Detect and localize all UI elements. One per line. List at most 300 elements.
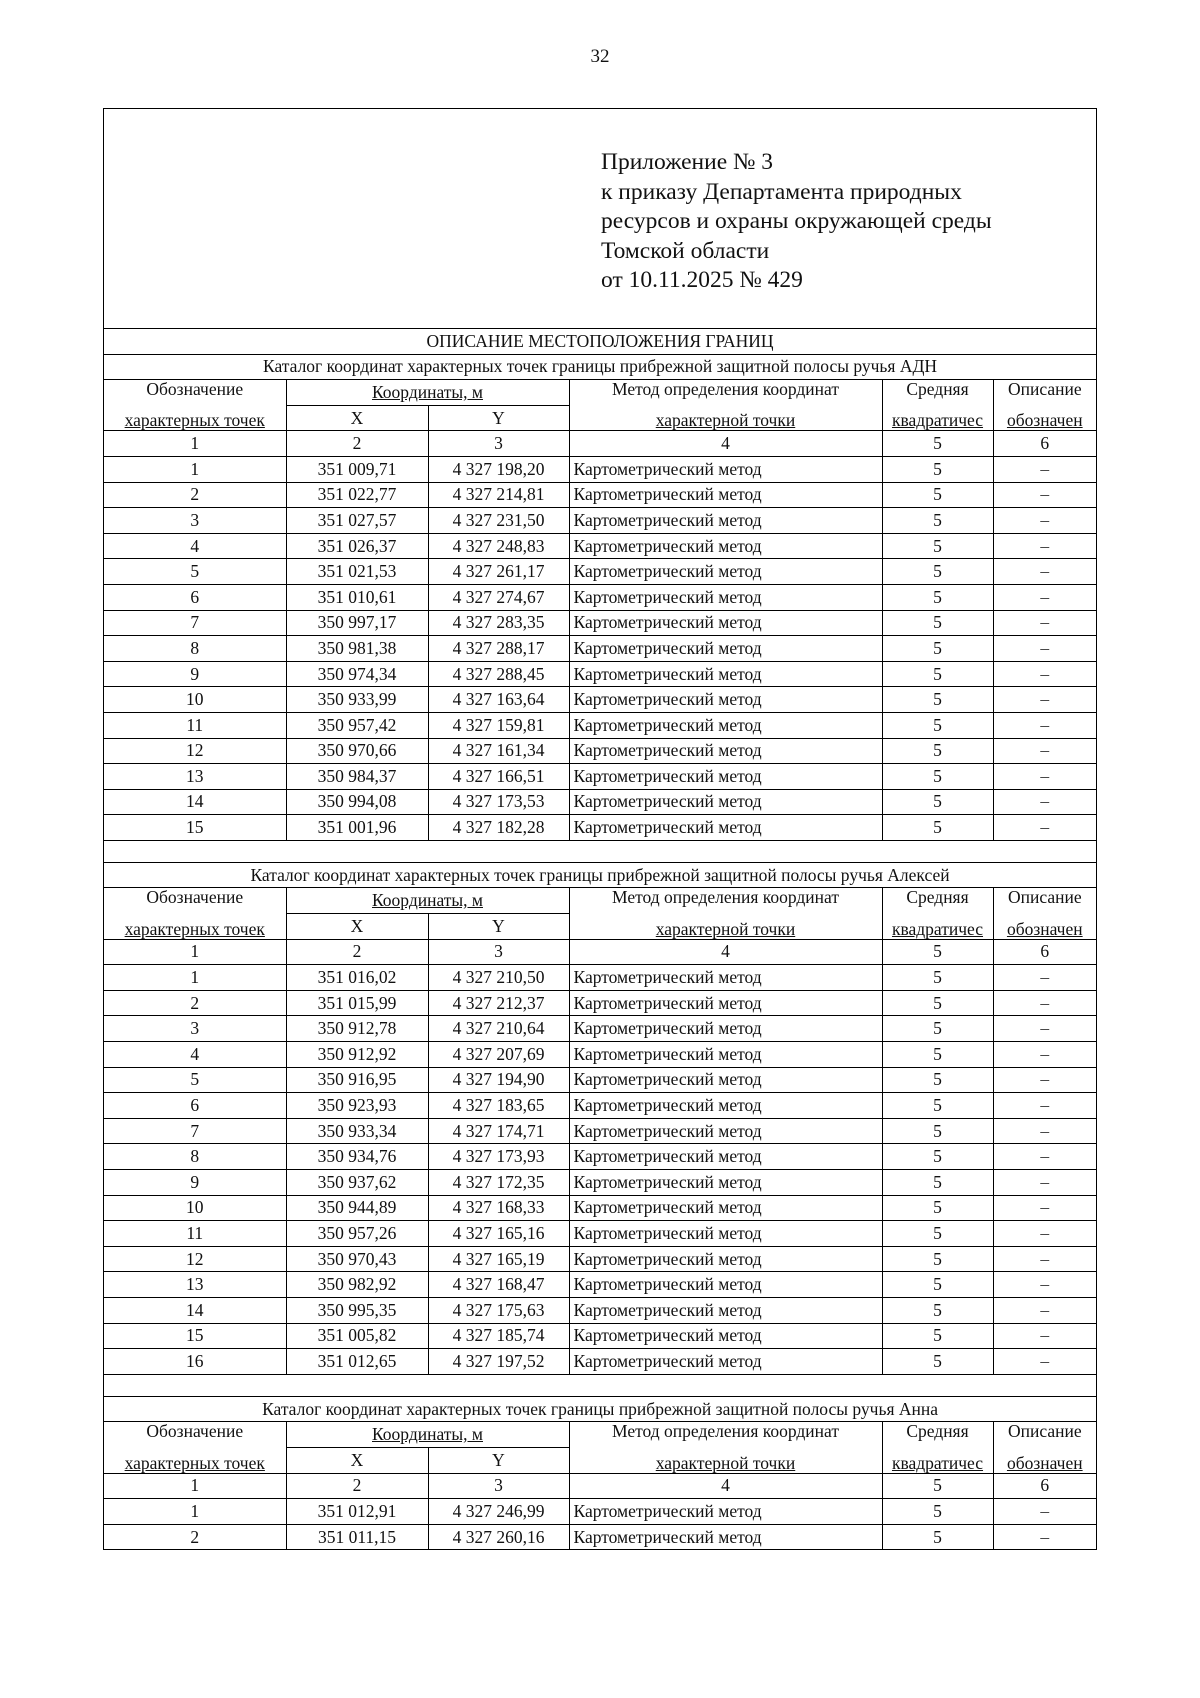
col-x-header: X <box>286 1447 428 1473</box>
header-line: Томской области <box>601 237 770 264</box>
method: Картометрический метод <box>569 990 882 1016</box>
description: – <box>993 610 1096 636</box>
coord-x: 351 015,99 <box>286 990 428 1016</box>
coord-x: 351 026,37 <box>286 533 428 559</box>
column-numbers-row <box>104 939 1096 965</box>
table-row <box>104 1524 1096 1550</box>
table-row <box>104 456 1096 482</box>
col-accuracy-header-bottom: квадратичес <box>882 1447 993 1473</box>
table-row <box>104 1170 1096 1196</box>
col-description-header-bottom: обозначен <box>993 914 1096 940</box>
coord-x: 350 933,99 <box>286 687 428 713</box>
method: Картометрический метод <box>569 1323 882 1349</box>
point-number: 15 <box>104 1323 286 1349</box>
accuracy: 5 <box>882 610 993 636</box>
point-number: 3 <box>104 1016 286 1042</box>
table-row <box>104 482 1096 508</box>
accuracy: 5 <box>882 712 993 738</box>
header-line: ресурсов и охраны окружающей среды <box>601 208 992 234</box>
table-row <box>104 584 1096 610</box>
table-row <box>104 789 1096 815</box>
method: Картометрический метод <box>569 1016 882 1042</box>
coord-x: 351 022,77 <box>286 482 428 508</box>
point-number: 10 <box>104 687 286 713</box>
column-number: 5 <box>882 1473 993 1499</box>
header-line: к приказу Департамента природных <box>601 178 962 205</box>
table-row <box>104 1272 1096 1298</box>
description: – <box>993 1170 1096 1196</box>
table-row <box>104 1221 1096 1247</box>
column-number: 2 <box>286 1473 428 1499</box>
coord-x: 350 944,89 <box>286 1195 428 1221</box>
col-point-header-top: Обозначение <box>104 888 286 914</box>
col-coordinates-header: Координаты, м <box>286 380 569 406</box>
col-description-header-top: Описание <box>993 380 1096 406</box>
table-row <box>104 1016 1096 1042</box>
table-row <box>104 636 1096 662</box>
col-point-header-bottom: характерных точек <box>104 1447 286 1473</box>
method: Картометрический метод <box>569 1524 882 1550</box>
coord-y: 4 327 248,83 <box>428 533 569 559</box>
table-row <box>104 610 1096 636</box>
col-description-header-bottom: обозначен <box>993 405 1096 431</box>
page-number: 32 <box>590 46 610 67</box>
coord-y: 4 327 168,47 <box>428 1272 569 1298</box>
point-number: 14 <box>104 789 286 815</box>
accuracy: 5 <box>882 1272 993 1298</box>
coordinates-table-body <box>104 329 1096 1550</box>
column-numbers-row <box>104 431 1096 457</box>
coord-x: 350 923,93 <box>286 1093 428 1119</box>
column-number: 1 <box>104 939 286 965</box>
table-row <box>104 661 1096 687</box>
description: – <box>993 584 1096 610</box>
coord-x: 350 981,38 <box>286 636 428 662</box>
method: Картометрический метод <box>569 1349 882 1375</box>
coord-y: 4 327 168,33 <box>428 1195 569 1221</box>
description: – <box>993 1349 1096 1375</box>
column-header-row-top <box>104 380 1096 406</box>
col-accuracy-header-top: Средняя <box>882 380 993 406</box>
point-number: 11 <box>104 712 286 738</box>
coord-y: 4 327 288,17 <box>428 636 569 662</box>
coord-y: 4 327 185,74 <box>428 1323 569 1349</box>
coord-y: 4 327 214,81 <box>428 482 569 508</box>
description: – <box>993 1093 1096 1119</box>
table-row <box>104 815 1096 841</box>
table-row <box>104 508 1096 534</box>
point-number: 1 <box>104 965 286 991</box>
table-row <box>104 1144 1096 1170</box>
table-row <box>104 1042 1096 1068</box>
point-number: 11 <box>104 1221 286 1247</box>
method: Картометрический метод <box>569 661 882 687</box>
coord-y: 4 327 172,35 <box>428 1170 569 1196</box>
coord-x: 350 934,76 <box>286 1144 428 1170</box>
method: Картометрический метод <box>569 764 882 790</box>
col-method-header-bottom: характерной точки <box>569 914 882 940</box>
description: – <box>993 965 1096 991</box>
coord-y: 4 327 198,20 <box>428 456 569 482</box>
point-number: 5 <box>104 1067 286 1093</box>
accuracy: 5 <box>882 815 993 841</box>
method: Картометрический метод <box>569 712 882 738</box>
coord-y: 4 327 197,52 <box>428 1349 569 1375</box>
column-header-row-bottom <box>104 914 1096 940</box>
description: – <box>993 456 1096 482</box>
accuracy: 5 <box>882 687 993 713</box>
coord-y: 4 327 173,53 <box>428 789 569 815</box>
column-number: 1 <box>104 431 286 457</box>
main-title-row <box>104 329 1096 355</box>
accuracy: 5 <box>882 559 993 585</box>
accuracy: 5 <box>882 533 993 559</box>
column-header-row-top <box>104 888 1096 914</box>
section-spacer <box>104 1374 1096 1396</box>
col-method-header-top: Метод определения координат <box>569 888 882 914</box>
method: Картометрический метод <box>569 533 882 559</box>
table-row <box>104 965 1096 991</box>
coord-y: 4 327 183,65 <box>428 1093 569 1119</box>
col-method-header-bottom: характерной точки <box>569 405 882 431</box>
column-number: 2 <box>286 431 428 457</box>
coord-x: 351 012,65 <box>286 1349 428 1375</box>
appendix-header-text <box>601 148 992 296</box>
coord-y: 4 327 173,93 <box>428 1144 569 1170</box>
coord-y: 4 327 261,17 <box>428 559 569 585</box>
column-number: 1 <box>104 1473 286 1499</box>
method: Картометрический метод <box>569 1221 882 1247</box>
method: Картометрический метод <box>569 1272 882 1298</box>
point-number: 16 <box>104 1349 286 1375</box>
coord-x: 350 982,92 <box>286 1272 428 1298</box>
point-number: 13 <box>104 1272 286 1298</box>
coord-y: 4 327 165,16 <box>428 1221 569 1247</box>
accuracy: 5 <box>882 1499 993 1525</box>
column-number: 6 <box>993 939 1096 965</box>
coord-x: 350 933,34 <box>286 1118 428 1144</box>
point-number: 15 <box>104 815 286 841</box>
accuracy: 5 <box>882 1195 993 1221</box>
coord-x: 350 995,35 <box>286 1297 428 1323</box>
description: – <box>993 1323 1096 1349</box>
method: Картометрический метод <box>569 1170 882 1196</box>
method: Картометрический метод <box>569 1042 882 1068</box>
coord-x: 351 021,53 <box>286 559 428 585</box>
table-row <box>104 687 1096 713</box>
point-number: 13 <box>104 764 286 790</box>
description: – <box>993 1246 1096 1272</box>
col-description-header-top: Описание <box>993 888 1096 914</box>
method: Картометрический метод <box>569 610 882 636</box>
accuracy: 5 <box>882 1118 993 1144</box>
accuracy: 5 <box>882 584 993 610</box>
point-number: 5 <box>104 559 286 585</box>
col-accuracy-header-bottom: квадратичес <box>882 914 993 940</box>
description: – <box>993 661 1096 687</box>
col-point-header-top: Обозначение <box>104 1422 286 1448</box>
column-number: 5 <box>882 431 993 457</box>
point-number: 14 <box>104 1297 286 1323</box>
col-accuracy-header-bottom: квадратичес <box>882 405 993 431</box>
description: – <box>993 1016 1096 1042</box>
coord-x: 350 997,17 <box>286 610 428 636</box>
section-spacer-row <box>104 1374 1096 1396</box>
coord-y: 4 327 174,71 <box>428 1118 569 1144</box>
table-row <box>104 1195 1096 1221</box>
coord-y: 4 327 163,64 <box>428 687 569 713</box>
method: Картометрический метод <box>569 815 882 841</box>
section-title: Каталог координат характерных точек границы прибрежной защитной полосы ручья Анна <box>104 1396 1096 1422</box>
accuracy: 5 <box>882 1042 993 1068</box>
accuracy: 5 <box>882 965 993 991</box>
description: – <box>993 815 1096 841</box>
table-row <box>104 1067 1096 1093</box>
col-description-header-bottom: обозначен <box>993 1447 1096 1473</box>
description: – <box>993 559 1096 585</box>
table-row <box>104 1118 1096 1144</box>
accuracy: 5 <box>882 1093 993 1119</box>
coord-x: 350 974,34 <box>286 661 428 687</box>
accuracy: 5 <box>882 1323 993 1349</box>
header-line: от 10.11.2025 № 429 <box>601 267 803 293</box>
point-number: 2 <box>104 1524 286 1550</box>
description: – <box>993 1118 1096 1144</box>
main-title: ОПИСАНИЕ МЕСТОПОЛОЖЕНИЯ ГРАНИЦ <box>104 329 1096 355</box>
coord-y: 4 327 175,63 <box>428 1297 569 1323</box>
table-row <box>104 1323 1096 1349</box>
description: – <box>993 1067 1096 1093</box>
coord-y: 4 327 165,19 <box>428 1246 569 1272</box>
point-number: 4 <box>104 533 286 559</box>
method: Картометрический метод <box>569 559 882 585</box>
accuracy: 5 <box>882 990 993 1016</box>
description: – <box>993 990 1096 1016</box>
column-number: 6 <box>993 1473 1096 1499</box>
description: – <box>993 1221 1096 1247</box>
point-number: 12 <box>104 1246 286 1272</box>
method: Картометрический метод <box>569 687 882 713</box>
col-coordinates-header: Координаты, м <box>286 1422 569 1448</box>
accuracy: 5 <box>882 508 993 534</box>
col-point-header-bottom: характерных точек <box>104 405 286 431</box>
table-row <box>104 764 1096 790</box>
table-row <box>104 1093 1096 1119</box>
method: Картометрический метод <box>569 1297 882 1323</box>
accuracy: 5 <box>882 789 993 815</box>
description: – <box>993 1272 1096 1298</box>
accuracy: 5 <box>882 738 993 764</box>
table-row <box>104 738 1096 764</box>
coord-y: 4 327 260,16 <box>428 1524 569 1550</box>
col-method-header-top: Метод определения координат <box>569 380 882 406</box>
point-number: 6 <box>104 1093 286 1119</box>
section-title-row <box>104 1396 1096 1422</box>
section-spacer <box>104 840 1096 862</box>
coordinates-table <box>104 328 1096 1550</box>
col-accuracy-header-top: Средняя <box>882 1422 993 1448</box>
column-number: 3 <box>428 1473 569 1499</box>
coord-x: 351 027,57 <box>286 508 428 534</box>
coord-x: 351 010,61 <box>286 584 428 610</box>
col-point-header-top: Обозначение <box>104 380 286 406</box>
method: Картометрический метод <box>569 738 882 764</box>
description: – <box>993 1297 1096 1323</box>
coord-y: 4 327 274,67 <box>428 584 569 610</box>
point-number: 7 <box>104 610 286 636</box>
description: – <box>993 1499 1096 1525</box>
coord-x: 350 984,37 <box>286 764 428 790</box>
coord-x: 351 001,96 <box>286 815 428 841</box>
coord-y: 4 327 166,51 <box>428 764 569 790</box>
description: – <box>993 789 1096 815</box>
description: – <box>993 738 1096 764</box>
col-description-header-top: Описание <box>993 1422 1096 1448</box>
coord-y: 4 327 246,99 <box>428 1499 569 1525</box>
accuracy: 5 <box>882 1144 993 1170</box>
table-row <box>104 990 1096 1016</box>
coord-x: 351 012,91 <box>286 1499 428 1525</box>
column-number: 4 <box>569 939 882 965</box>
column-number: 4 <box>569 431 882 457</box>
table-row <box>104 1246 1096 1272</box>
point-number: 10 <box>104 1195 286 1221</box>
coord-y: 4 327 161,34 <box>428 738 569 764</box>
table-row <box>104 1499 1096 1525</box>
method: Картометрический метод <box>569 1246 882 1272</box>
coord-x: 350 957,42 <box>286 712 428 738</box>
point-number: 9 <box>104 1170 286 1196</box>
accuracy: 5 <box>882 1524 993 1550</box>
method: Картометрический метод <box>569 584 882 610</box>
section-title-row <box>104 862 1096 888</box>
method: Картометрический метод <box>569 456 882 482</box>
col-y-header: Y <box>428 405 569 431</box>
column-number: 2 <box>286 939 428 965</box>
accuracy: 5 <box>882 1016 993 1042</box>
point-number: 12 <box>104 738 286 764</box>
description: – <box>993 1042 1096 1068</box>
column-number: 4 <box>569 1473 882 1499</box>
accuracy: 5 <box>882 1221 993 1247</box>
table-row <box>104 559 1096 585</box>
table-row <box>104 533 1096 559</box>
col-accuracy-header-top: Средняя <box>882 888 993 914</box>
method: Картометрический метод <box>569 1093 882 1119</box>
coord-x: 350 994,08 <box>286 789 428 815</box>
coord-x: 351 016,02 <box>286 965 428 991</box>
section-title-row <box>104 354 1096 380</box>
point-number: 9 <box>104 661 286 687</box>
coord-y: 4 327 283,35 <box>428 610 569 636</box>
column-number: 3 <box>428 431 569 457</box>
appendix-header <box>104 109 1096 328</box>
accuracy: 5 <box>882 1170 993 1196</box>
description: – <box>993 687 1096 713</box>
table-row <box>104 1297 1096 1323</box>
column-header-row-top <box>104 1422 1096 1448</box>
coord-x: 350 970,43 <box>286 1246 428 1272</box>
column-number: 3 <box>428 939 569 965</box>
point-number: 8 <box>104 1144 286 1170</box>
coord-x: 350 957,26 <box>286 1221 428 1247</box>
coord-x: 350 912,92 <box>286 1042 428 1068</box>
description: – <box>993 764 1096 790</box>
method: Картометрический метод <box>569 1499 882 1525</box>
coord-x: 351 005,82 <box>286 1323 428 1349</box>
header-line: Приложение № 3 <box>601 149 774 175</box>
accuracy: 5 <box>882 482 993 508</box>
description: – <box>993 636 1096 662</box>
coord-x: 351 011,15 <box>286 1524 428 1550</box>
coord-y: 4 327 210,64 <box>428 1016 569 1042</box>
coord-x: 350 937,62 <box>286 1170 428 1196</box>
table-row <box>104 1349 1096 1375</box>
method: Картометрический метод <box>569 636 882 662</box>
accuracy: 5 <box>882 1349 993 1375</box>
point-number: 1 <box>104 1499 286 1525</box>
section-title: Каталог координат характерных точек границы прибрежной защитной полосы ручья Алексей <box>104 862 1096 888</box>
column-header-row-bottom <box>104 405 1096 431</box>
description: – <box>993 1195 1096 1221</box>
col-x-header: X <box>286 914 428 940</box>
accuracy: 5 <box>882 1067 993 1093</box>
accuracy: 5 <box>882 636 993 662</box>
accuracy: 5 <box>882 661 993 687</box>
coord-y: 4 327 288,45 <box>428 661 569 687</box>
point-number: 7 <box>104 1118 286 1144</box>
coord-x: 350 916,95 <box>286 1067 428 1093</box>
accuracy: 5 <box>882 1297 993 1323</box>
coord-x: 350 970,66 <box>286 738 428 764</box>
description: – <box>993 1144 1096 1170</box>
description: – <box>993 533 1096 559</box>
method: Картометрический метод <box>569 508 882 534</box>
col-coordinates-header: Координаты, м <box>286 888 569 914</box>
col-y-header: Y <box>428 914 569 940</box>
point-number: 4 <box>104 1042 286 1068</box>
accuracy: 5 <box>882 764 993 790</box>
column-number: 6 <box>993 431 1096 457</box>
method: Картометрический метод <box>569 482 882 508</box>
coord-y: 4 327 194,90 <box>428 1067 569 1093</box>
column-number: 5 <box>882 939 993 965</box>
description: – <box>993 482 1096 508</box>
point-number: 8 <box>104 636 286 662</box>
column-header-row-bottom <box>104 1447 1096 1473</box>
col-x-header: X <box>286 405 428 431</box>
point-number: 1 <box>104 456 286 482</box>
coord-x: 351 009,71 <box>286 456 428 482</box>
section-spacer-row <box>104 840 1096 862</box>
description: – <box>993 712 1096 738</box>
point-number: 2 <box>104 990 286 1016</box>
description: – <box>993 508 1096 534</box>
method: Картометрический метод <box>569 1195 882 1221</box>
coord-y: 4 327 182,28 <box>428 815 569 841</box>
coord-y: 4 327 159,81 <box>428 712 569 738</box>
method: Картометрический метод <box>569 1067 882 1093</box>
col-point-header-bottom: характерных точек <box>104 914 286 940</box>
col-method-header-top: Метод определения координат <box>569 1422 882 1448</box>
description: – <box>993 1524 1096 1550</box>
coord-y: 4 327 210,50 <box>428 965 569 991</box>
column-numbers-row <box>104 1473 1096 1499</box>
coord-y: 4 327 212,37 <box>428 990 569 1016</box>
table-row <box>104 712 1096 738</box>
method: Картометрический метод <box>569 1118 882 1144</box>
coord-y: 4 327 231,50 <box>428 508 569 534</box>
